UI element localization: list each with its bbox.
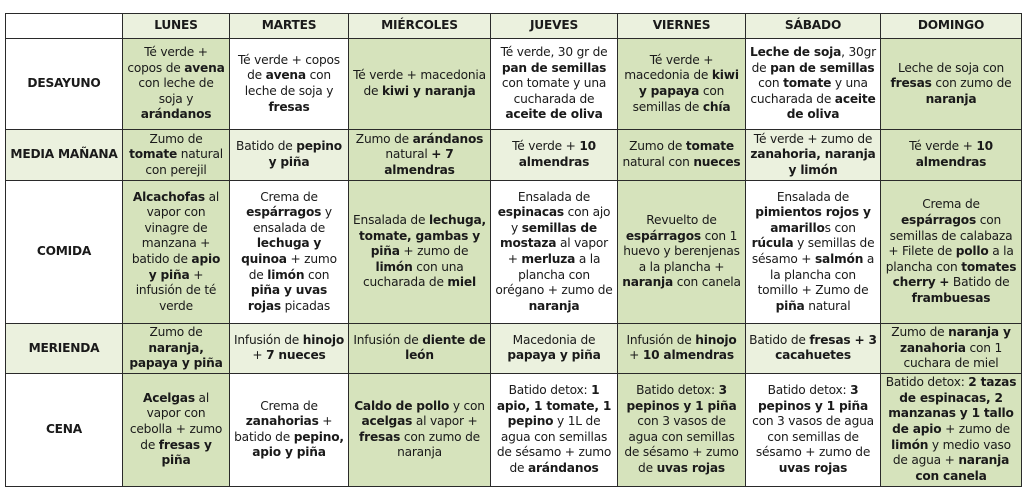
meal-label: MEDIA MAÑANA [6, 130, 123, 181]
meal-cell: Crema de zanahorias + batido de pepino, apio y piña [230, 373, 349, 486]
day-header-jueves: JUEVES [491, 14, 618, 39]
meal-cell: Batido detox: 3 pepinos y 1 piña con 3 vasos de agua con semillas de sésamo + zumo de uvas rojas [618, 373, 746, 486]
meal-cell: Zumo de tomate natural con nueces [618, 130, 746, 181]
meal-cell: Batido de fresas + 3 cacahuetes [746, 324, 881, 374]
meal-label: COMIDA [6, 181, 123, 324]
meal-cell: Crema de espárragos con semillas de calabaza + Filete de pollo a la plancha con tomates cherry + Batido de frambuesas [881, 181, 1022, 324]
header-row [6, 14, 1022, 39]
meal-cell: Zumo de naranja, papaya y piña [123, 324, 230, 374]
weekly-meal-plan-table [5, 13, 1022, 487]
meal-cell: Té verde + 10 almendras [491, 130, 618, 181]
meal-row-desayuno [6, 39, 1022, 130]
meal-row-cena [6, 373, 1022, 486]
meal-cell: Leche de soja, 30gr de pan de semillas con tomate y una cucharada de aceite de oliva [746, 39, 881, 130]
meal-cell: Revuelto de espárragos con 1 huevo y berenjenas a la plancha + naranja con canela [618, 181, 746, 324]
corner-cell [6, 14, 123, 39]
day-header-domingo: DOMINGO [881, 14, 1022, 39]
meal-cell: Zumo de tomate natural con perejil [123, 130, 230, 181]
meal-cell: Infusión de diente de león [349, 324, 491, 374]
meal-row-media-manana [6, 130, 1022, 181]
meal-label: DESAYUNO [6, 39, 123, 130]
meal-cell: Infusión de hinojo + 7 nueces [230, 324, 349, 374]
day-header-lunes: LUNES [123, 14, 230, 39]
meal-cell: Té verde + copos de avena con leche de soja y arándanos [123, 39, 230, 130]
meal-cell: Batido detox: 2 tazas de espinacas, 2 manzanas y 1 tallo de apio + zumo de limón y medio vaso de agua + naranja con canela [881, 373, 1022, 486]
meal-cell: Té verde + 10 almendras [881, 130, 1022, 181]
meal-cell: Ensalada de lechuga, tomate, gambas y piña + zumo de limón con una cucharada de miel [349, 181, 491, 324]
day-header-viernes: VIERNES [618, 14, 746, 39]
meal-row-merienda [6, 324, 1022, 374]
meal-cell: Té verde + macedonia de kiwi y papaya con semillas de chía [618, 39, 746, 130]
meal-cell: Ensalada de espinacas con ajo y semillas de mostaza al vapor + merluza a la plancha con orégano + zumo de naranja [491, 181, 618, 324]
day-header-sabado: SÁBADO [746, 14, 881, 39]
meal-cell: Caldo de pollo y con acelgas al vapor + fresas con zumo de naranja [349, 373, 491, 486]
meal-cell: Zumo de arándanos natural + 7 almendras [349, 130, 491, 181]
meal-cell: Té verde + copos de avena con leche de soja y fresas [230, 39, 349, 130]
meal-label: CENA [6, 373, 123, 486]
meal-cell: Infusión de hinojo + 10 almendras [618, 324, 746, 374]
meal-cell: Zumo de naranja y zanahoria con 1 cuchara de miel [881, 324, 1022, 374]
meal-cell: Acelgas al vapor con cebolla + zumo de fresas y piña [123, 373, 230, 486]
day-header-miercoles: MIÉRCOLES [349, 14, 491, 39]
meal-cell: Alcachofas al vapor con vinagre de manzana + batido de apio y piña + infusión de té verde [123, 181, 230, 324]
meal-cell: Batido de pepino y piña [230, 130, 349, 181]
meal-cell: Macedonia de papaya y piña [491, 324, 618, 374]
meal-row-comida [6, 181, 1022, 324]
meal-cell: Batido detox: 1 apio, 1 tomate, 1 pepino y 1L de agua con semillas de sésamo + zumo de arándanos [491, 373, 618, 486]
meal-cell: Ensalada de pimientos rojos y amarillos con rúcula y semillas de sésamo + salmón a la plancha con tomillo + Zumo de piña natural [746, 181, 881, 324]
day-header-martes: MARTES [230, 14, 349, 39]
meal-cell: Batido detox: 3 pepinos y 1 piña con 3 vasos de agua con semillas de sésamo + zumo de uvas rojas [746, 373, 881, 486]
meal-cell: Té verde + macedonia de kiwi y naranja [349, 39, 491, 130]
meal-cell: Leche de soja con fresas con zumo de naranja [881, 39, 1022, 130]
meal-label: MERIENDA [6, 324, 123, 374]
meal-cell: Té verde, 30 gr de pan de semillas con tomate y una cucharada de aceite de oliva [491, 39, 618, 130]
meal-cell: Crema de espárragos y ensalada de lechuga y quinoa + zumo de limón con piña y uvas rojas picadas [230, 181, 349, 324]
meal-cell: Té verde + zumo de zanahoria, naranja y limón [746, 130, 881, 181]
